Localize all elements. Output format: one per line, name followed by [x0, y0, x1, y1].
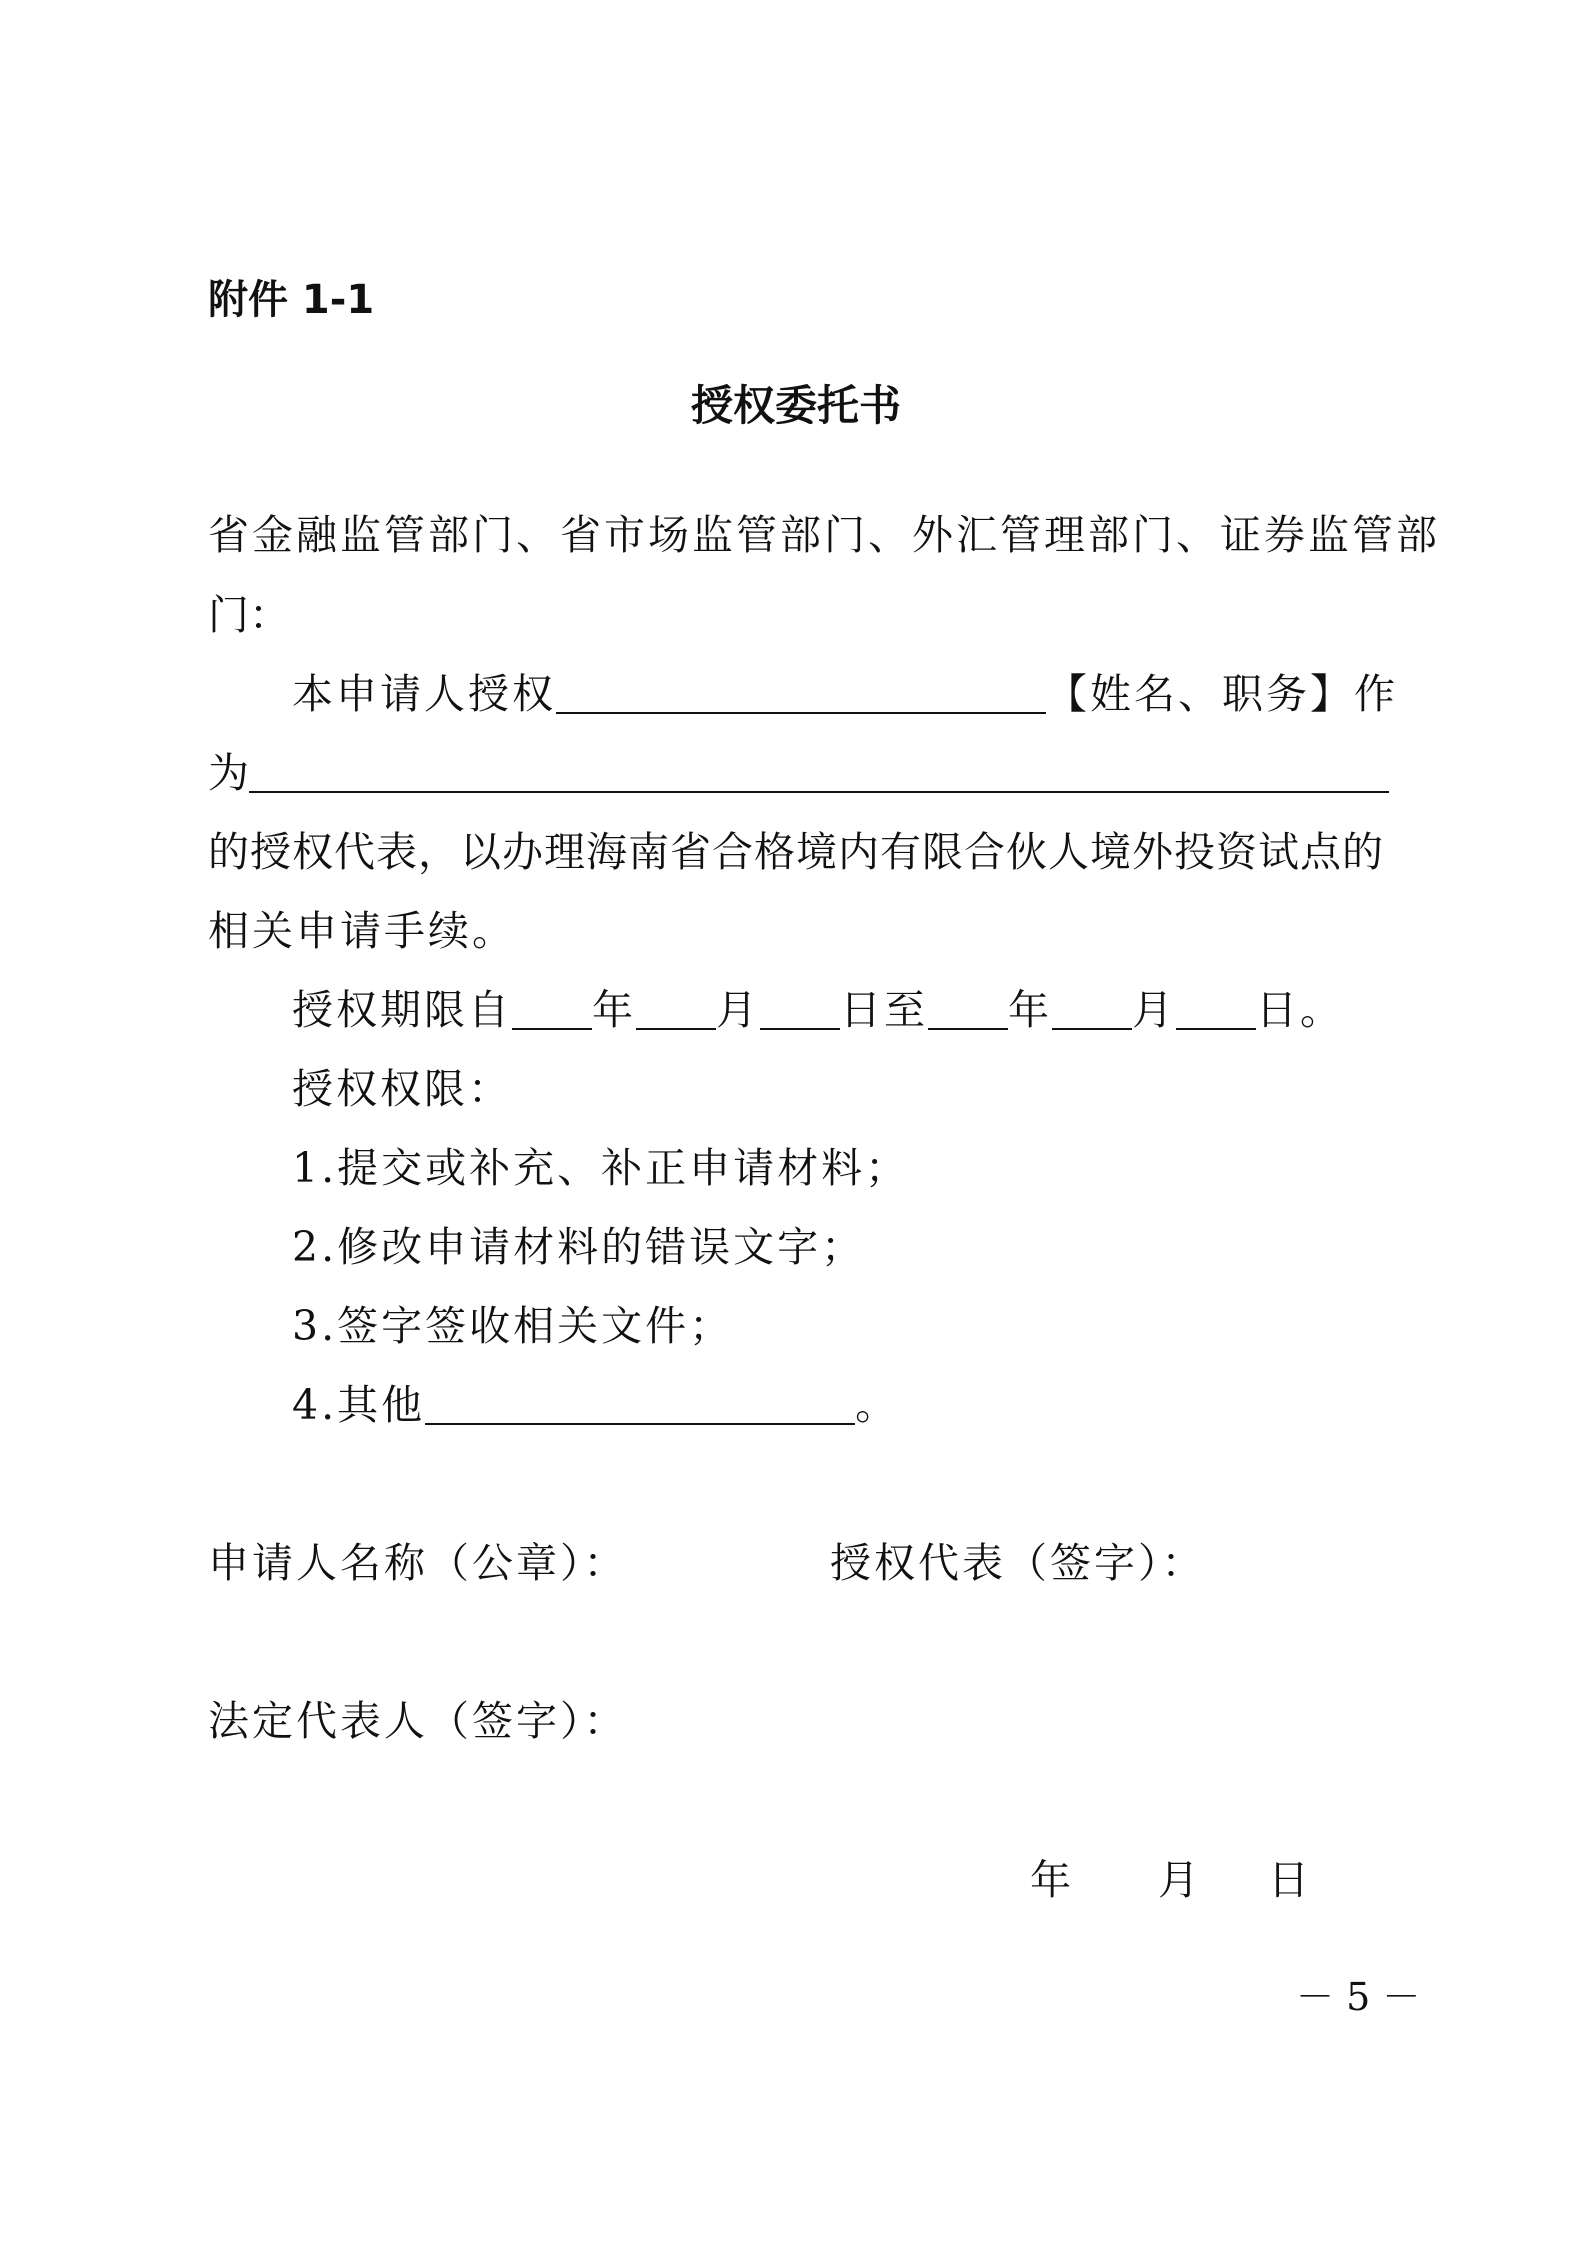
date-day: 日: [1268, 1856, 1309, 1904]
scope-item-other: [292, 1381, 900, 1429]
purpose-line: 的授权代表，以办理海南省合格境内有限合伙人境外投资试点的: [208, 828, 1384, 876]
year-label: 年: [1008, 986, 1052, 1034]
period-label: 授权期限自: [292, 986, 512, 1034]
other-label: 4.其他: [292, 1381, 426, 1429]
start-month-blank[interactable]: [636, 992, 716, 1030]
document-title: 授权委托书: [691, 381, 902, 430]
as-label: 为: [208, 749, 249, 797]
month-label: 月: [716, 986, 760, 1034]
month-label: 月: [1132, 986, 1176, 1034]
representative-of-line: [208, 749, 1389, 797]
end-day-blank[interactable]: [1176, 992, 1256, 1030]
scope-item: 1.提交或补充、补正申请材料；: [292, 1144, 910, 1192]
legal-representative-signature-label: 法定代表人（签字）：: [208, 1697, 628, 1745]
page-number: － 5 －: [1296, 1975, 1421, 2019]
purpose-line-end: 相关申请手续。: [208, 907, 516, 955]
representative-signature-label: 授权代表（签字）：: [830, 1539, 1206, 1587]
applicant-seal-label: 申请人名称（公章）：: [208, 1539, 628, 1587]
scope-item: 2.修改申请材料的错误文字；: [292, 1223, 866, 1271]
date-month: 月: [1158, 1856, 1199, 1904]
other-scope-blank[interactable]: [425, 1387, 855, 1425]
addressee-line-1: 省金融监管部门、省市场监管部门、外汇管理部门、证券监管部: [208, 511, 1440, 559]
attachment-label: 附件 1-1: [208, 277, 375, 323]
authorization-period: [292, 986, 1344, 1034]
addressee-line-2: 门：: [208, 591, 290, 639]
name-title-bracket: 【姓名、职务】作: [1046, 670, 1398, 718]
delegate-name-blank[interactable]: [556, 676, 1046, 714]
scope-item: 3.签字签收相关文件；: [292, 1302, 734, 1350]
date-year: 年: [1030, 1856, 1071, 1904]
end-year-blank[interactable]: [928, 992, 1008, 1030]
day-to-label: 日至: [840, 986, 928, 1034]
authorization-sentence: [292, 670, 1398, 718]
end-month-blank[interactable]: [1052, 992, 1132, 1030]
start-day-blank[interactable]: [760, 992, 840, 1030]
day-end-label: 日。: [1256, 986, 1344, 1034]
representative-of-blank[interactable]: [249, 755, 1389, 793]
scope-heading: 授权权限：: [292, 1065, 512, 1113]
authorization-prefix: 本申请人授权: [292, 670, 556, 718]
start-year-blank[interactable]: [512, 992, 592, 1030]
year-label: 年: [592, 986, 636, 1034]
other-suffix: 。: [855, 1381, 900, 1429]
